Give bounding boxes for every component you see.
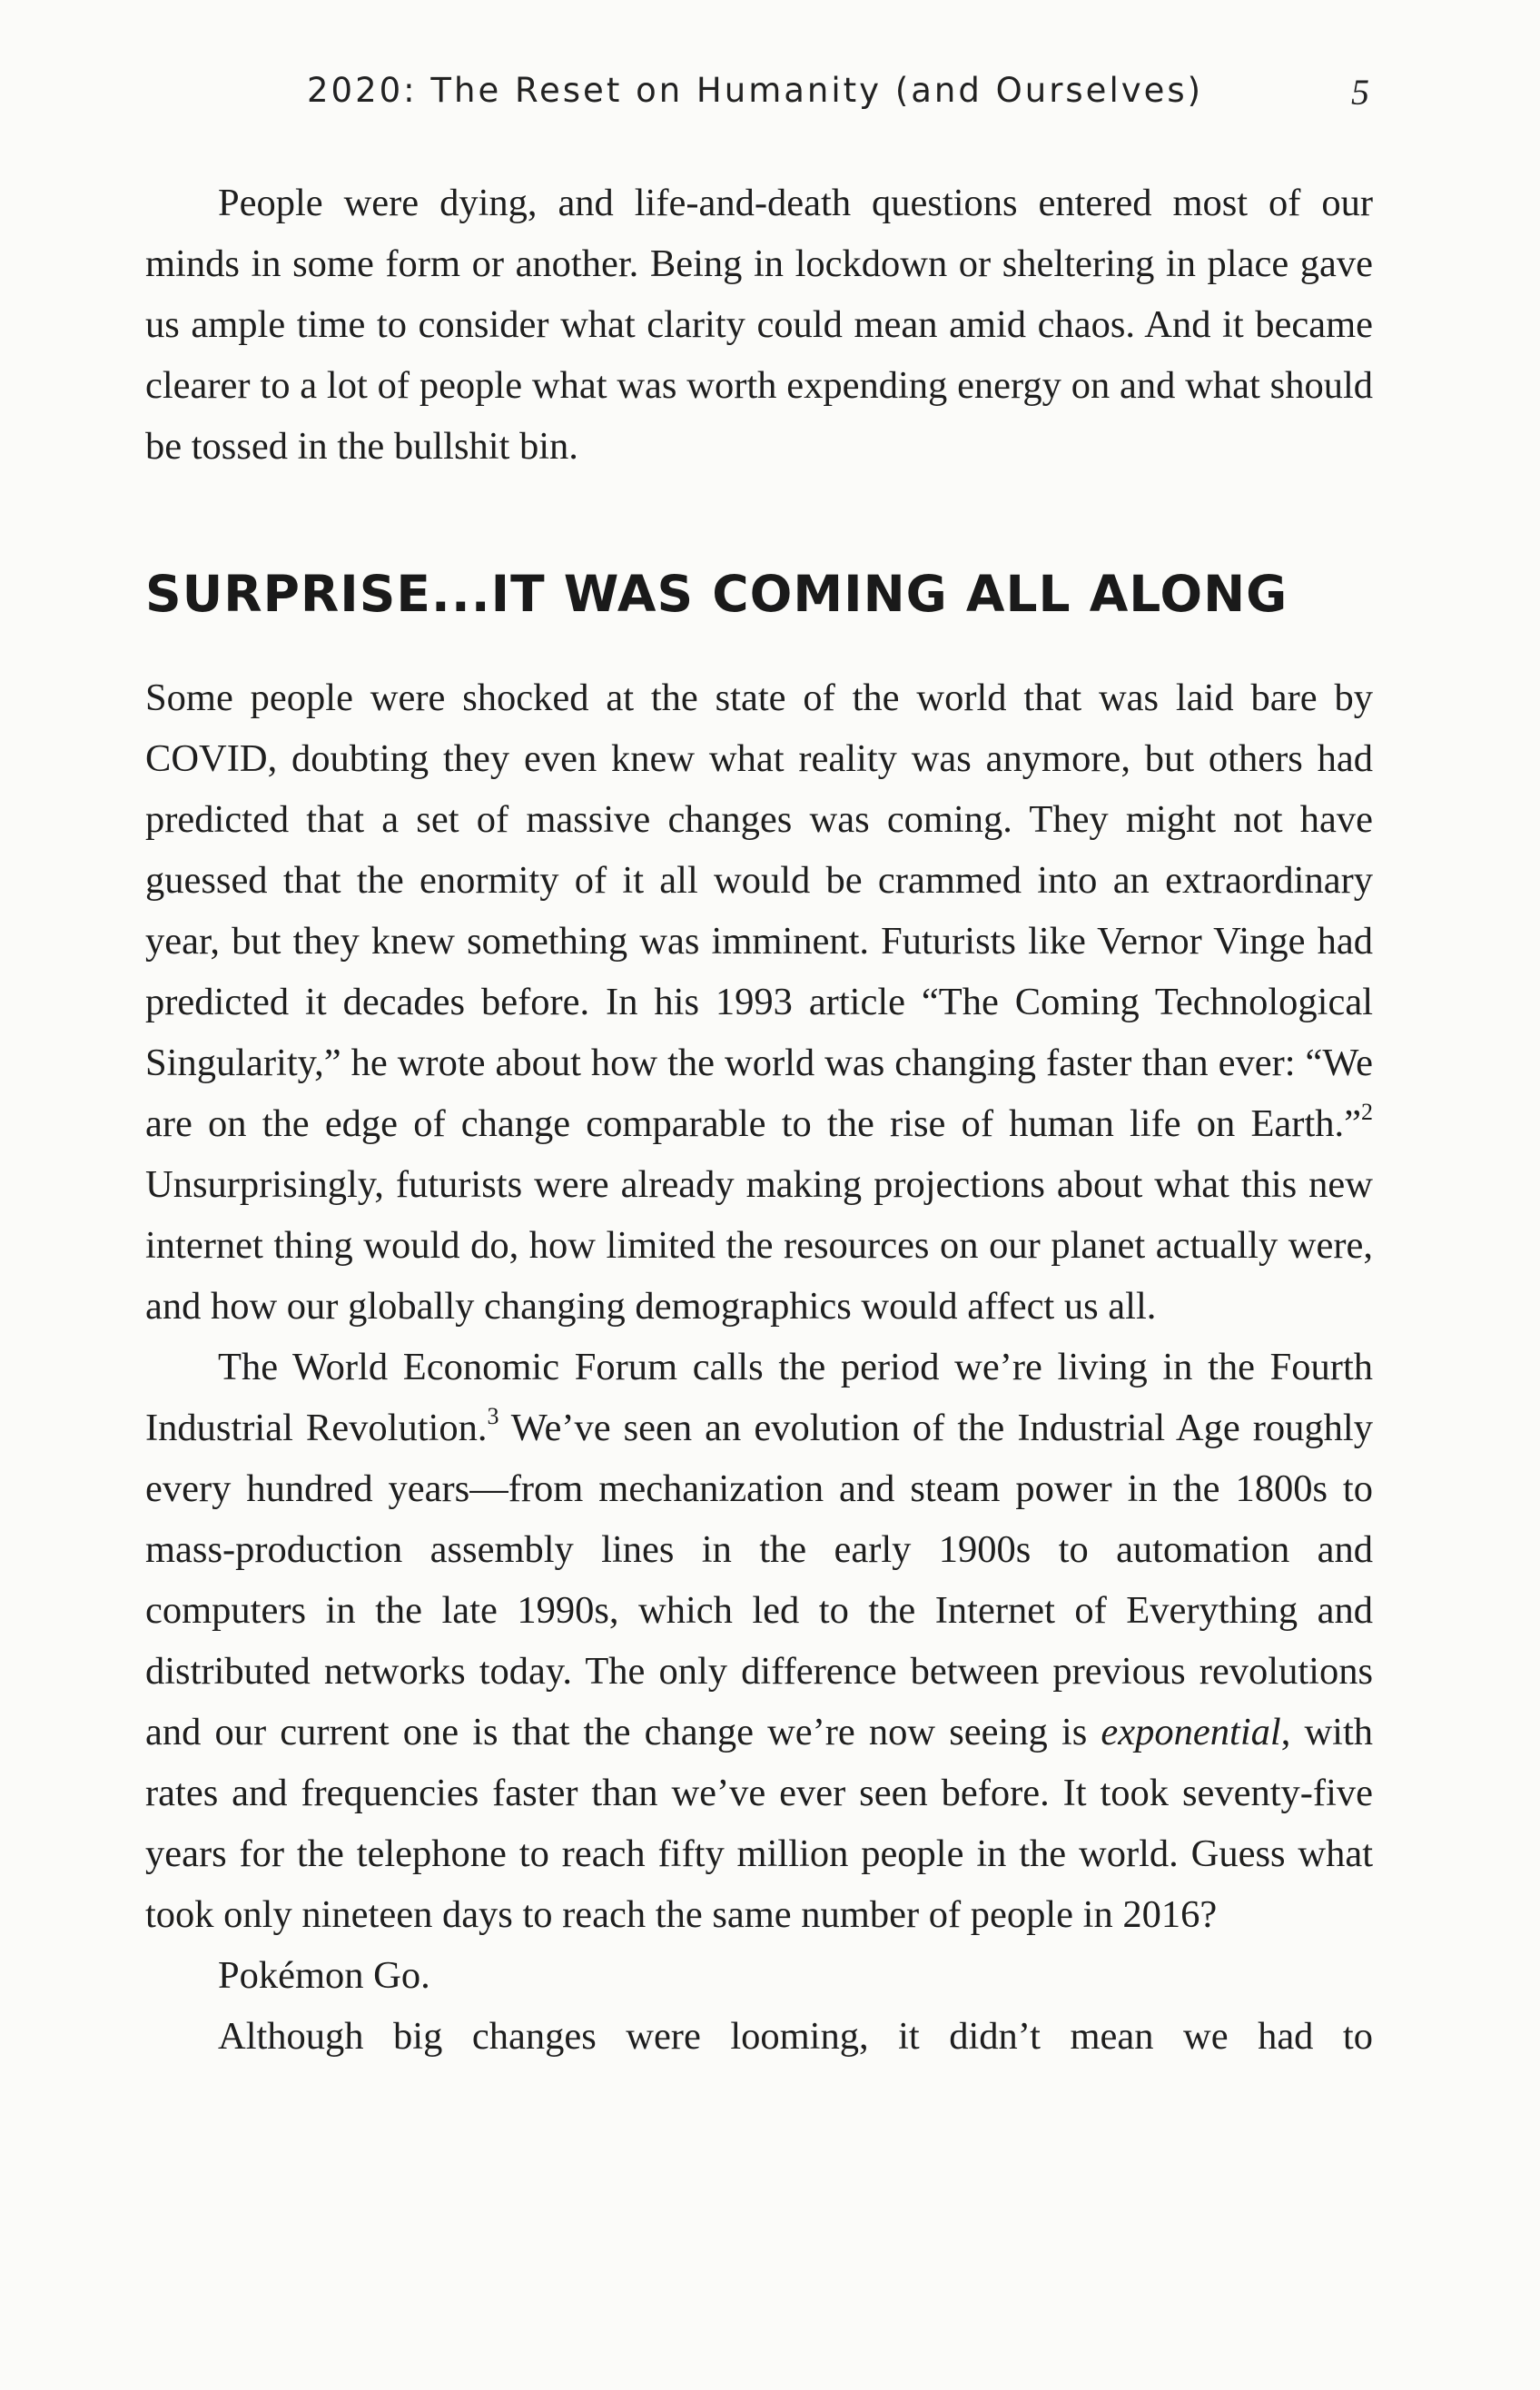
paragraph-2-text-a: Some people were shocked at the state of the world that was laid bare by COVID, doubting they even knew what reality was anymore, but others had predicted that a set of massive changes was coming. They might not have guessed that the enormity of it all would be crammed into an extraordinary year, but they knew something was imminent. Futurists like Vernor Vinge had predicted it decades before. In his 1993 article “The Coming Technological Singularity,” he wrote about how the world was changing faster than ever: “We are on the edge of change comparable to the rise of human life on Earth.” bbox=[145, 677, 1373, 1145]
section-heading: SURPRISE...IT WAS COMING ALL ALONG bbox=[145, 565, 1288, 623]
paragraph-2-text-b: Unsurprisingly, futurists were already making projections about what this new internet thing would do, how limited the resources on our planet actually were, and how our globally changing demographics would affect us all. bbox=[145, 1163, 1373, 1328]
text-block-intro bbox=[145, 173, 1373, 477]
text-block-section bbox=[145, 667, 1373, 2067]
paragraph-3-text-c: , with rates and frequencies faster than we’ve ever seen before. It took seventy-five years for the telephone to reach fifty million people in the world. Guess what took only nineteen days to reach the same number of people in 2016? bbox=[145, 1711, 1373, 1936]
paragraph-3-emphasis: exponential bbox=[1101, 1711, 1281, 1753]
paragraph-2 bbox=[145, 667, 1373, 1337]
paragraph-1: People were dying, and life-and-death questions entered most of our minds in some form or another. Being in lockdown or sheltering in place gave us ample time to consider what clarity could mean amid chaos. And it became clearer to a lot of people what was worth expending energy on and what should be tossed in the bullshit bin. bbox=[145, 182, 1373, 468]
footnote-ref-2: 2 bbox=[1361, 1099, 1373, 1125]
paragraph-5: Although big changes were looming, it didn’t mean we had to bbox=[218, 2015, 1373, 2058]
paragraph-4: Pokémon Go. bbox=[218, 1954, 430, 1997]
paragraph-3 bbox=[145, 1337, 1373, 1945]
footnote-ref-3: 3 bbox=[487, 1403, 499, 1429]
page-number: 5 bbox=[1351, 72, 1369, 113]
running-head: 2020: The Reset on Humanity (and Ourselves) bbox=[307, 71, 1204, 110]
paragraph-3-text-b: We’ve seen an evolution of the Industrial Age roughly every hundred years—from mechanization and steam power in the 1800s to mass-production assembly lines in the early 1900s to automation and computers in the late 1990s, which led to the Internet of Everything and distributed networks today. The only difference between previous revolutions and our current one is that the change we’re now seeing is bbox=[145, 1407, 1373, 1753]
paragraph-3-text-a: The World Economic Forum calls the period we’re living in the Fourth Industrial Revolution. bbox=[145, 1346, 1373, 1449]
